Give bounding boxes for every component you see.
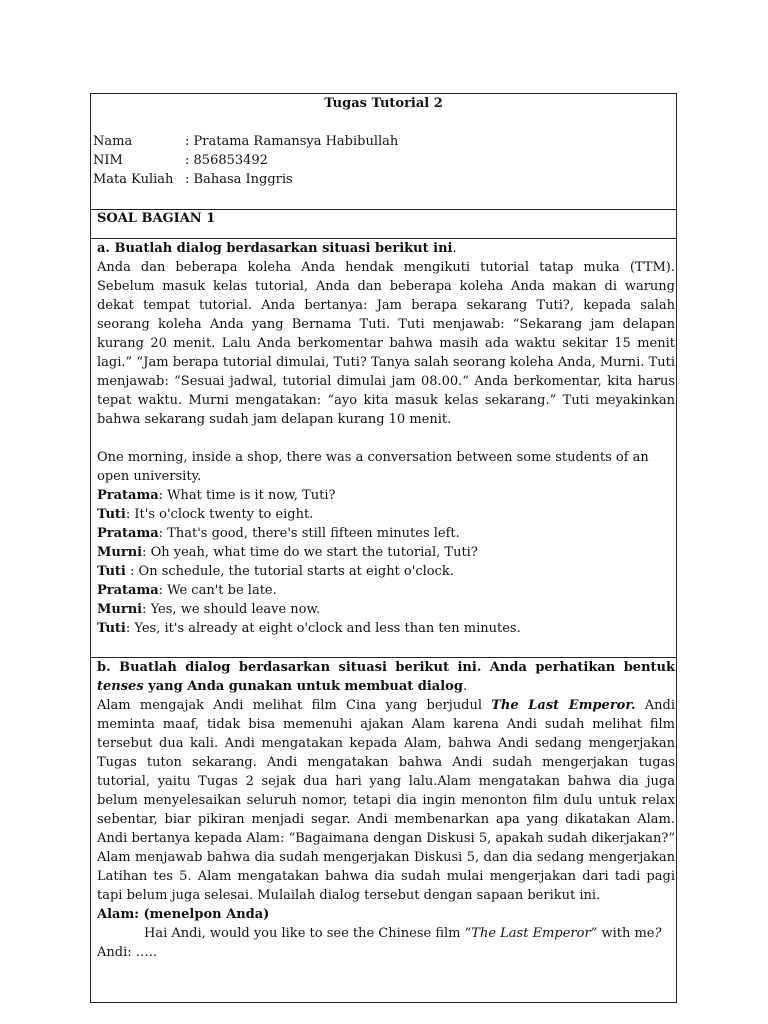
heading-text: yang Anda gunakan untuk membuat dialog (143, 679, 463, 694)
film-title: The Last Emperor. (491, 698, 636, 713)
alam-text: Hai Andi, would you like to see the Chinese film (144, 926, 465, 941)
info-key: NIM (93, 153, 123, 168)
separator: : (158, 488, 168, 503)
info-value: : Pratama Ramansya Habibullah (185, 134, 399, 149)
info-key: Nama (93, 134, 133, 149)
question-mark: ? (654, 926, 662, 941)
part-a-intro: One morning, inside a shop, there was a conversation between some students of an open university. (97, 450, 649, 484)
dialog-text: Yes, we should leave now. (150, 602, 321, 617)
part-b-situation (97, 696, 675, 905)
alam-text: with me (597, 926, 655, 941)
info-row-nim (93, 151, 676, 170)
part-b-heading (97, 658, 675, 696)
separator: : (158, 526, 168, 541)
dialog-line (97, 505, 675, 524)
speaker-name: Tuti (97, 564, 126, 579)
info-value: : Bahasa Inggris (185, 172, 293, 187)
heading-text: a. Buatlah dialog berdasarkan situasi berikut ini (97, 241, 453, 256)
heading-text: . Anda perhatikan bentuk (476, 660, 675, 675)
speaker-name: Pratama (97, 488, 159, 503)
part-b-section (91, 657, 676, 1002)
alam-line (97, 924, 675, 943)
speaker-name: Murni (97, 602, 143, 617)
dialog-line (97, 600, 675, 619)
speaker-name: Pratama (97, 526, 159, 541)
dialog-text: That's good, there's still fifteen minutes left. (167, 526, 460, 541)
speaker-name: Murni (97, 545, 143, 560)
separator: : (158, 583, 168, 598)
heading-period: . (462, 679, 468, 694)
info-value: : 856853492 (185, 153, 268, 168)
situation-text: Alam mengajak Andi melihat film Cina yang berjudul (97, 698, 492, 713)
dialog-text: On schedule, the tutorial starts at eight o'clock. (138, 564, 454, 579)
section-title: SOAL BAGIAN 1 (97, 211, 216, 226)
dialog-text: What time is it now, Tuti? (167, 488, 336, 503)
part-a-body (91, 238, 676, 638)
film-quote: “The Last Emperor” (464, 926, 598, 941)
dialog-line (97, 486, 675, 505)
assignment-table (90, 93, 677, 1003)
speaker-name: Tuti (97, 621, 126, 636)
part-a-situation: Anda dan beberapa koleha Anda hendak mengikuti tutorial tatap muka (TTM). Sebelum masuk kelas tutorial, Anda dan beberapa koleha Anda makan di warung dekat tempat tutorial. Anda bertanya: Jam berapa sekarang Tuti?, kepada salah seorang koleha Anda yang Bernama Tuti. Tuti menjawab: “Sekarang jam delapan kurang 20 menit. Lalu Anda berkomentar bahwa masih ada waktu sekitar 15 menit lagi.” “Jam berapa tutorial dimulai, Tuti? Tanya salah seorang koleha Anda, Murni. Tuti menjawab: “Sesuai jadwal, tutorial dimulai jam 08.00.“ Anda berkomentar, kita harus tepat waktu. Murni mengatakan: “ayo kita masuk kelas sekarang.” Tuti meyakinkan bahwa sekarang sudah jam delapan kurang 10 menit. (97, 260, 675, 427)
dialog-list (97, 486, 675, 638)
part-a-section (91, 238, 676, 658)
dialog-line (97, 543, 675, 562)
dialog-line (97, 562, 675, 581)
dialog-text: It's o'clock twenty to eight. (134, 507, 314, 522)
separator: : (142, 545, 151, 560)
speaker-name: Pratama (97, 583, 159, 598)
andi-line: Andi: ….. (97, 945, 158, 960)
info-row-course (93, 170, 676, 189)
header-section (91, 94, 676, 210)
soal-section (91, 209, 676, 239)
info-row-name (93, 132, 676, 151)
separator: : (142, 602, 151, 617)
alam-label (97, 905, 675, 924)
student-info (91, 132, 676, 189)
info-key: Mata Kuliah (93, 172, 174, 187)
spacer (97, 429, 675, 448)
heading-text: b. Buatlah dialog berdasarkan situasi berikut ini (97, 660, 477, 675)
dialog-line (97, 619, 675, 638)
speaker-name: Tuti (97, 507, 126, 522)
dialog-text: Yes, it's already at eight o'clock and less than ten minutes. (134, 621, 521, 636)
alam-label-text: Alam: (menelpon Anda) (97, 907, 270, 922)
situation-text: Andi meminta maaf, tidak bisa memenuhi ajakan Alam karena Andi sudah melihat film tersebut dua kali. Andi mengatakan kepada Alam, bahwa Andi sedang mengerjakan Tugas tuton sekarang. Andi mengatakan bahwa Andi sudah mengerjakan tugas tutorial, yaitu Tugas 2 sejak dua hari yang lalu.Alam mengatakan bahwa dia juga belum menyelesaikan seluruh nomor, tetapi dia ingin menonton film dulu untuk relax sebentar, biar pikiran menjadi segar. Andi membenarkan apa yang dikatakan Alam. Andi bertanya kepada Alam: “Bagaimana dengan Diskusi 5, apakah sudah dikerjakan?” Alam menjawab bahwa dia sudah mengerjakan Diskusi 5, dan dia sedang mengerjakan Latihan tes 5. Alam mengatakan bahwa dia sudah mulai mengerjakan dari tadi pagi tapi belum juga selesai. Mulailah dialog tersebut dengan sapaan berikut ini. (97, 698, 676, 903)
separator: : (125, 564, 139, 579)
separator: : (125, 507, 135, 522)
part-b-body (91, 657, 676, 962)
dialog-text: Oh yeah, what time do we start the tutorial, Tuti? (150, 545, 478, 560)
heading-period: . (452, 241, 457, 256)
dialog-line (97, 524, 675, 543)
heading-tenses: tenses (97, 679, 144, 694)
document-title: Tugas Tutorial 2 (324, 96, 443, 111)
separator: : (125, 621, 135, 636)
part-a-heading (97, 239, 675, 258)
dialog-line (97, 581, 675, 600)
dialog-text: We can't be late. (167, 583, 277, 598)
